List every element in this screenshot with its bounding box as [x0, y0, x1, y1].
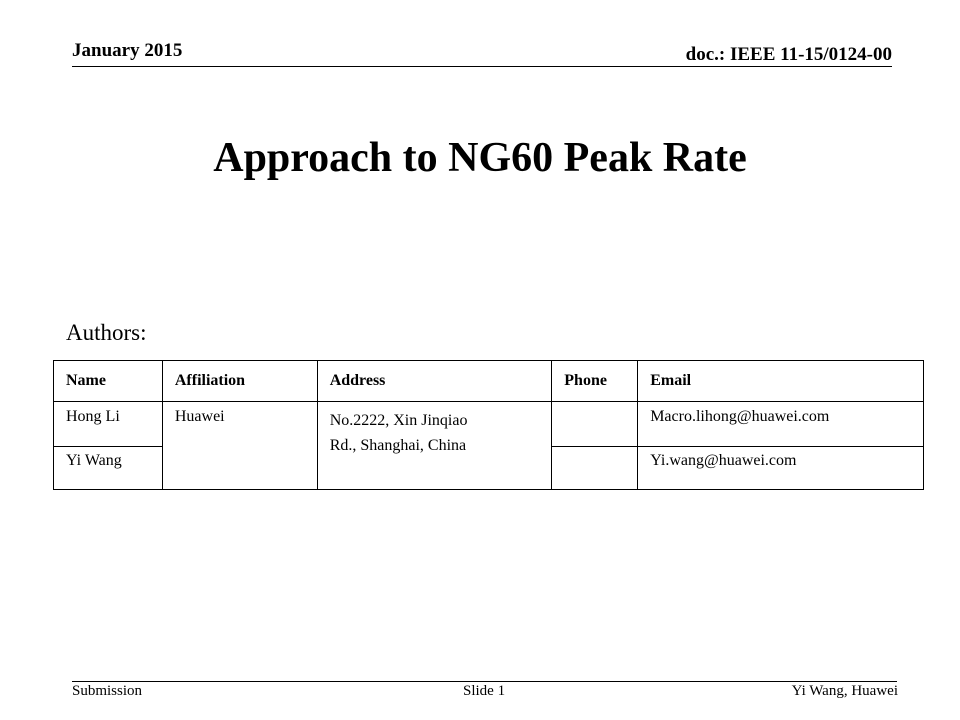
- column-header-email: Email: [638, 361, 924, 402]
- cell-affiliation: Huawei: [162, 402, 317, 490]
- table-row: [54, 402, 924, 447]
- authors-label: Authors:: [66, 320, 147, 345]
- footer-author: Yi Wang, Huawei: [791, 683, 898, 699]
- footer-slide-number: Slide 1: [463, 683, 506, 699]
- address-line-1: No.2222, Xin Jinqiao: [329, 412, 468, 429]
- address-line-2: Rd., Shanghai, China: [329, 437, 467, 454]
- authors-table: [53, 360, 924, 490]
- cell-phone: [552, 402, 638, 447]
- column-header-phone: Phone: [552, 361, 638, 402]
- cell-email: Yi.wang@huawei.com: [638, 447, 924, 490]
- column-header-name: Name: [54, 361, 163, 402]
- header-divider: [72, 66, 892, 67]
- table-header-row: [54, 361, 924, 402]
- cell-name: Yi Wang: [54, 447, 163, 490]
- column-header-address: Address: [317, 361, 552, 402]
- cell-address: [317, 402, 552, 490]
- header-doc-id: doc.: IEEE 11-15/0124-00: [685, 44, 892, 65]
- footer-divider: [72, 681, 897, 682]
- column-header-affiliation: Affiliation: [162, 361, 317, 402]
- cell-email: Macro.lihong@huawei.com: [638, 402, 924, 447]
- footer-submission: Submission: [72, 683, 143, 699]
- slide-title: Approach to NG60 Peak Rate: [213, 135, 747, 181]
- cell-name: Hong Li: [54, 402, 163, 447]
- header-date: January 2015: [72, 40, 183, 61]
- cell-phone: [552, 447, 638, 490]
